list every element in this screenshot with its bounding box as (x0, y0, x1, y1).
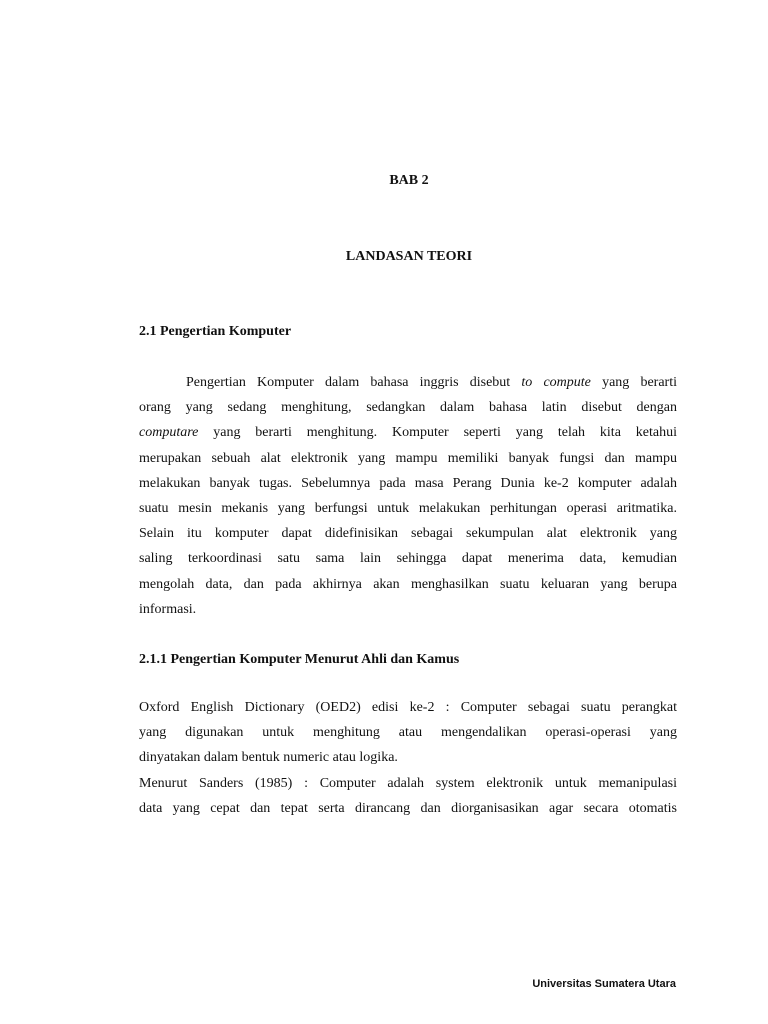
section-heading-2-1-1: 2.1.1 Pengertian Komputer Menurut Ahli dan Kamus (139, 652, 460, 667)
paragraph-line: Oxford English Dictionary (OED2) edisi ke-2 : Computer sebagai suatu perangkat (139, 700, 677, 715)
paragraph-line: informasi. (139, 601, 197, 617)
paragraph-line: suatu mesin mekanis yang berfungsi untuk melakukan perhitungan operasi aritmatika. (139, 500, 677, 516)
paragraph-line: Selain itu komputer dapat didefinisikan sebagai sekumpulan alat elektronik yang (139, 526, 677, 542)
chapter-number: BAB 2 (389, 173, 429, 188)
paragraph-line: melakukan banyak tugas. Sebelumnya pada masa Perang Dunia ke-2 komputer adalah (139, 475, 677, 491)
paragraph-line: dinyatakan dalam bentuk numeric atau logika. (139, 750, 398, 766)
paragraph-line: yang digunakan untuk menghitung atau mengendalikan operasi-operasi yang (139, 725, 677, 741)
paragraph-line: saling terkoordinasi satu sama lain sehingga dapat menerima data, kemudian (139, 551, 677, 567)
paragraph-line: Menurut Sanders (1985) : Computer adalah system elektronik untuk memanipulasi (139, 776, 677, 791)
paragraph-line: data yang cepat dan tepat serta dirancang dan diorganisasikan agar secara otomatis (139, 801, 677, 817)
footer-institution: Universitas Sumatera Utara (532, 978, 676, 990)
paragraph-line: Pengertian Komputer dalam bahasa inggris disebut to compute yang berarti (186, 375, 678, 390)
paragraph-pengertian-komputer (139, 370, 677, 622)
paragraph-oxford-definition (139, 695, 677, 771)
paragraph-line: mengolah data, dan pada akhirnya akan menghasilkan suatu keluaran yang berupa (139, 576, 677, 592)
paragraph-line: computare yang berarti menghitung. Komputer seperti yang telah kita ketahui (139, 425, 677, 441)
paragraph-sanders-definition (139, 771, 677, 821)
section-heading-2-1: 2.1 Pengertian Komputer (139, 324, 292, 339)
chapter-title: LANDASAN TEORI (345, 249, 473, 264)
paragraph-line: merupakan sebuah alat elektronik yang mampu memiliki banyak fungsi dan mampu (139, 450, 677, 466)
paragraph-line: orang yang sedang menghitung, sedangkan dalam bahasa latin disebut dengan (139, 400, 677, 416)
